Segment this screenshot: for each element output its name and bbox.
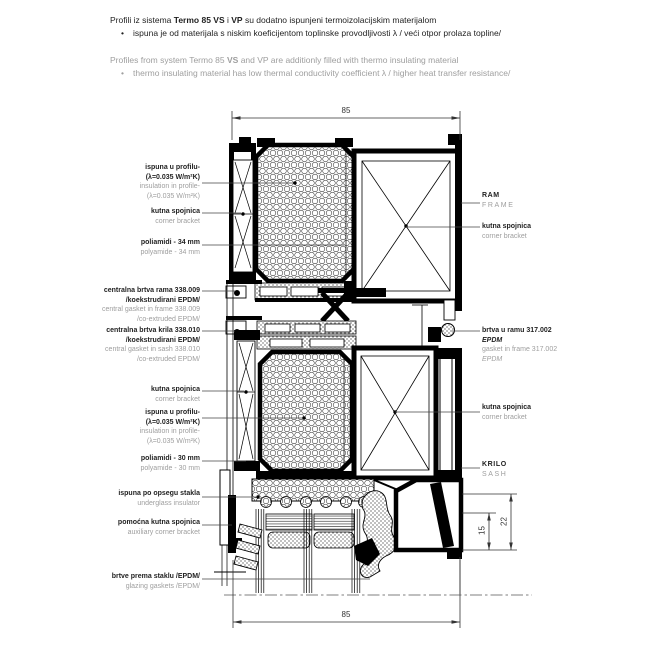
label-corner-bracket-sash-left: kutna spojnica corner bracket xyxy=(150,386,200,403)
header-line-en: Profiles from system Termo 85 VS and VP are additionly filled with thermo insulating material xyxy=(110,55,459,65)
label-frame: RAM FRAME xyxy=(482,192,515,209)
label-auxiliary-corner-bracket: pomoćna kutna spojnica auxiliary corner bracket xyxy=(117,519,200,536)
label-polyamide-34: poliamidi - 34 mm polyamide - 34 mm xyxy=(140,239,200,256)
dimension-right-22: 22 xyxy=(499,517,509,526)
label-corner-bracket-frame-right: kutna spojnica corner bracket xyxy=(482,223,532,240)
label-insulation-sash: ispuna u profilu- (λ=0.035 W/m²K) insulation in profile- (λ=0.035 W/m²K) xyxy=(139,409,200,446)
sash-profile-section xyxy=(234,321,462,480)
bullet-icon: • xyxy=(121,28,124,38)
dimension-right-15: 15 xyxy=(477,526,487,535)
glazing-assembly xyxy=(214,470,462,593)
label-insulation-frame: ispuna u profilu- (λ=0.035 W/m²K) insulation in profile- (λ=0.035 W/m²K) xyxy=(139,164,200,201)
label-corner-bracket-sash-right: kutna spojnica corner bracket xyxy=(482,404,532,421)
label-central-gasket-sash: centralna brtva krila 338.010 /koekstrudirani EPDM/ central gasket in sash 338.010 /co-extruded EPDM/ xyxy=(105,327,200,364)
label-central-gasket-frame: centralna brtva rama 338.009 /koekstrudirani EPDM/ central gasket in frame 338.009 /co-extruded EPDM/ xyxy=(101,287,200,324)
label-underglass-insulator: ispuna po opsegu stakla underglass insulator xyxy=(118,490,200,507)
dimension-bottom-85: 85 xyxy=(341,610,351,619)
bullet-icon: • xyxy=(121,68,124,78)
header-bullet-hr: • ispuna je od materijala s niskim koeficijentom toplinske provodljivosti λ / veći otpor prolaza topline/ xyxy=(110,27,640,40)
dimension-top-85: 85 xyxy=(341,106,351,115)
label-sash: KRILO SASH xyxy=(482,461,508,478)
label-polyamide-30: poliamidi - 30 mm polyamide - 30 mm xyxy=(140,455,200,472)
header-line-hr: Profili iz sistema Termo 85 VS i VP su dodatno ispunjeni termoizolacijskim materijalom xyxy=(110,15,437,25)
header-text xyxy=(110,14,640,80)
header-bullet-en: • thermo insulating material has low thermal conductivity coefficient λ / higher heat transfer resistance/ xyxy=(110,67,640,80)
label-glazing-gaskets: brtve prema staklu /EPDM/ glazing gaskets /EPDM/ xyxy=(111,573,200,590)
label-gasket-317: brtva u ramu 317.002 EPDM gasket in frame 317.002 EPDM xyxy=(482,327,558,364)
label-corner-bracket-frame-left: kutna spojnica corner bracket xyxy=(150,208,200,225)
